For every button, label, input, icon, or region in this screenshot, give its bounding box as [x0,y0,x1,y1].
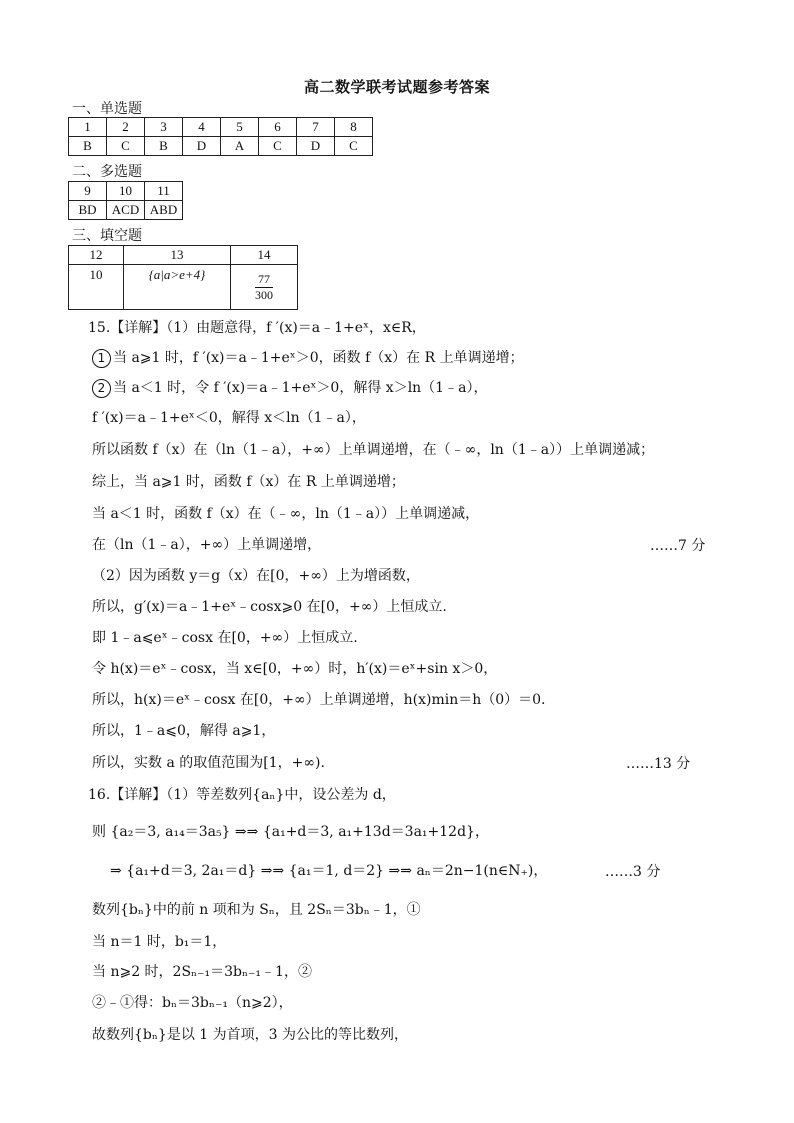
q15-line-9: （2）因为函数 y＝g（x）在[0，+∞）上为增函数， [92,568,420,584]
table-row [69,137,373,156]
q15-line-13: 所以，h(x)＝eˣ﹣cosx 在[0，+∞）上单调递增，h(x)min＝h（0）＝0. [92,692,546,708]
table-cell: 13 [124,246,231,265]
fill-blank-table [68,245,298,310]
q15-line-7: 当 a＜1 时，函数 f（x）在（﹣∞，ln（1﹣a））上单调递减， [92,506,480,522]
table-cell: C [107,137,145,156]
table-cell: 3 [145,118,183,137]
table-cell: D [183,137,221,156]
table-cell: 10 [69,265,124,310]
table-cell: 9 [69,182,107,201]
table-cell: {a|a>e+4} [124,265,231,310]
q15-line-10: 所以，g′(x)＝a﹣1+eˣ﹣cosx⩾0 在[0，+∞）上恒成立. [92,599,447,615]
table-cell: 7 [297,118,335,137]
section-fill-blank: 三、填空题 [72,228,142,244]
q15-line-2 [92,348,524,368]
table-cell: ABD [145,201,183,220]
q16-line-5: 当 n＝1 时，b₁＝1， [92,934,227,950]
q15-line-3-text: 当 a＜1 时，令 f ′(x)＝a﹣1+eˣ＞0，解得 x＞ln（1﹣a）， [113,380,488,396]
q15-line-5: 所以函数 f（x）在（ln（1﹣a），+∞）上单调递增，在（﹣∞，ln（1﹣a））上单调递减； [92,442,655,458]
table-row [69,246,298,265]
q15-line-6: 综上，当 a⩾1 时，函数 f（x）在 R 上单调递增； [92,474,405,490]
q16-line-2: 则 {a₂＝3, a₁₄＝3a₅} ⇒⇒ {a₁+d＝3, a₁+13d＝3a₁+12d}， [92,824,489,840]
table-row [69,182,183,201]
table-cell: C [259,137,297,156]
q16-line-3: ⇒ {a₁+d＝3, 2a₁＝d} ⇒⇒ {a₁＝1, d＝2} ⇒⇒ aₙ＝2n−1(n∈N₊)， [110,863,548,879]
score-mark: ……3 分 [605,864,661,880]
table-cell: 14 [231,246,298,265]
single-choice-table [68,117,373,156]
multi-choice-table [68,181,183,220]
table-cell: BD [69,201,107,220]
section-multi-choice: 二、多选题 [72,164,142,180]
fraction-denominator: 300 [255,287,273,302]
q15-line-1: 15.【详解】（1）由题意得，f ′(x)＝a﹣1+eˣ，x∈R， [88,320,426,336]
q15-line-3 [92,378,487,398]
q15-line-4: f ′(x)＝a﹣1+eˣ＜0，解得 x＜ln（1﹣a）， [92,410,366,426]
table-cell: B [145,137,183,156]
table-cell: D [297,137,335,156]
table-cell: C [335,137,373,156]
circled-two-icon: 2 [92,379,111,398]
table-cell: 5 [221,118,259,137]
q15-line-11: 即 1﹣a⩽eˣ﹣cosx 在[0，+∞）上恒成立. [92,630,358,646]
q16-line-8: 故数列{bₙ}是以 1 为首项，3 为公比的等比数列， [92,1027,408,1043]
q15-line-14: 所以，1﹣a⩽0，解得 a⩾1， [92,723,276,739]
table-cell: 4 [183,118,221,137]
fraction [255,272,273,303]
q16-line-6: 当 n⩾2 时，2Sₙ₋₁＝3bₙ₋₁﹣1，② [92,964,312,980]
page-title: 高二数学联考试题参考答案 [303,78,490,96]
table-cell: 2 [107,118,145,137]
table-cell: 6 [259,118,297,137]
table-row [69,265,298,310]
q15-line-8: 在（ln（1﹣a），+∞）上单调递增， [92,537,322,553]
score-mark: ……7 分 [650,538,706,554]
table-cell: 1 [69,118,107,137]
q15-line-15: 所以，实数 a 的取值范围为[1，+∞). [92,755,325,771]
table-cell: ACD [107,201,145,220]
table-cell [231,265,298,310]
table-cell: 8 [335,118,373,137]
fraction-numerator: 77 [255,272,273,288]
q15-line-12: 令 h(x)＝eˣ﹣cosx，当 x∈[0，+∞）时，h′(x)＝eˣ+sin x＞0， [92,661,498,677]
table-cell: 12 [69,246,124,265]
section-single-choice: 一、单选题 [72,101,142,117]
table-cell: B [69,137,107,156]
q16-line-4: 数列{bₙ}中的前 n 项和为 Sₙ，且 2Sₙ＝3bₙ﹣1，① [92,902,421,918]
circled-one-icon: 1 [92,349,111,368]
table-cell: 10 [107,182,145,201]
score-mark: ……13 分 [626,756,691,772]
table-cell: 11 [145,182,183,201]
q16-line-1: 16.【详解】（1）等差数列{aₙ}中，设公差为 d， [88,787,396,803]
table-row [69,118,373,137]
q16-line-7: ②﹣①得：bₙ＝3bₙ₋₁（n⩾2）， [92,995,293,1011]
table-cell: A [221,137,259,156]
table-row [69,201,183,220]
q15-line-2-text: 当 a⩾1 时，f ′(x)＝a﹣1+eˣ＞0，函数 f（x）在 R 上单调递增； [113,350,524,366]
